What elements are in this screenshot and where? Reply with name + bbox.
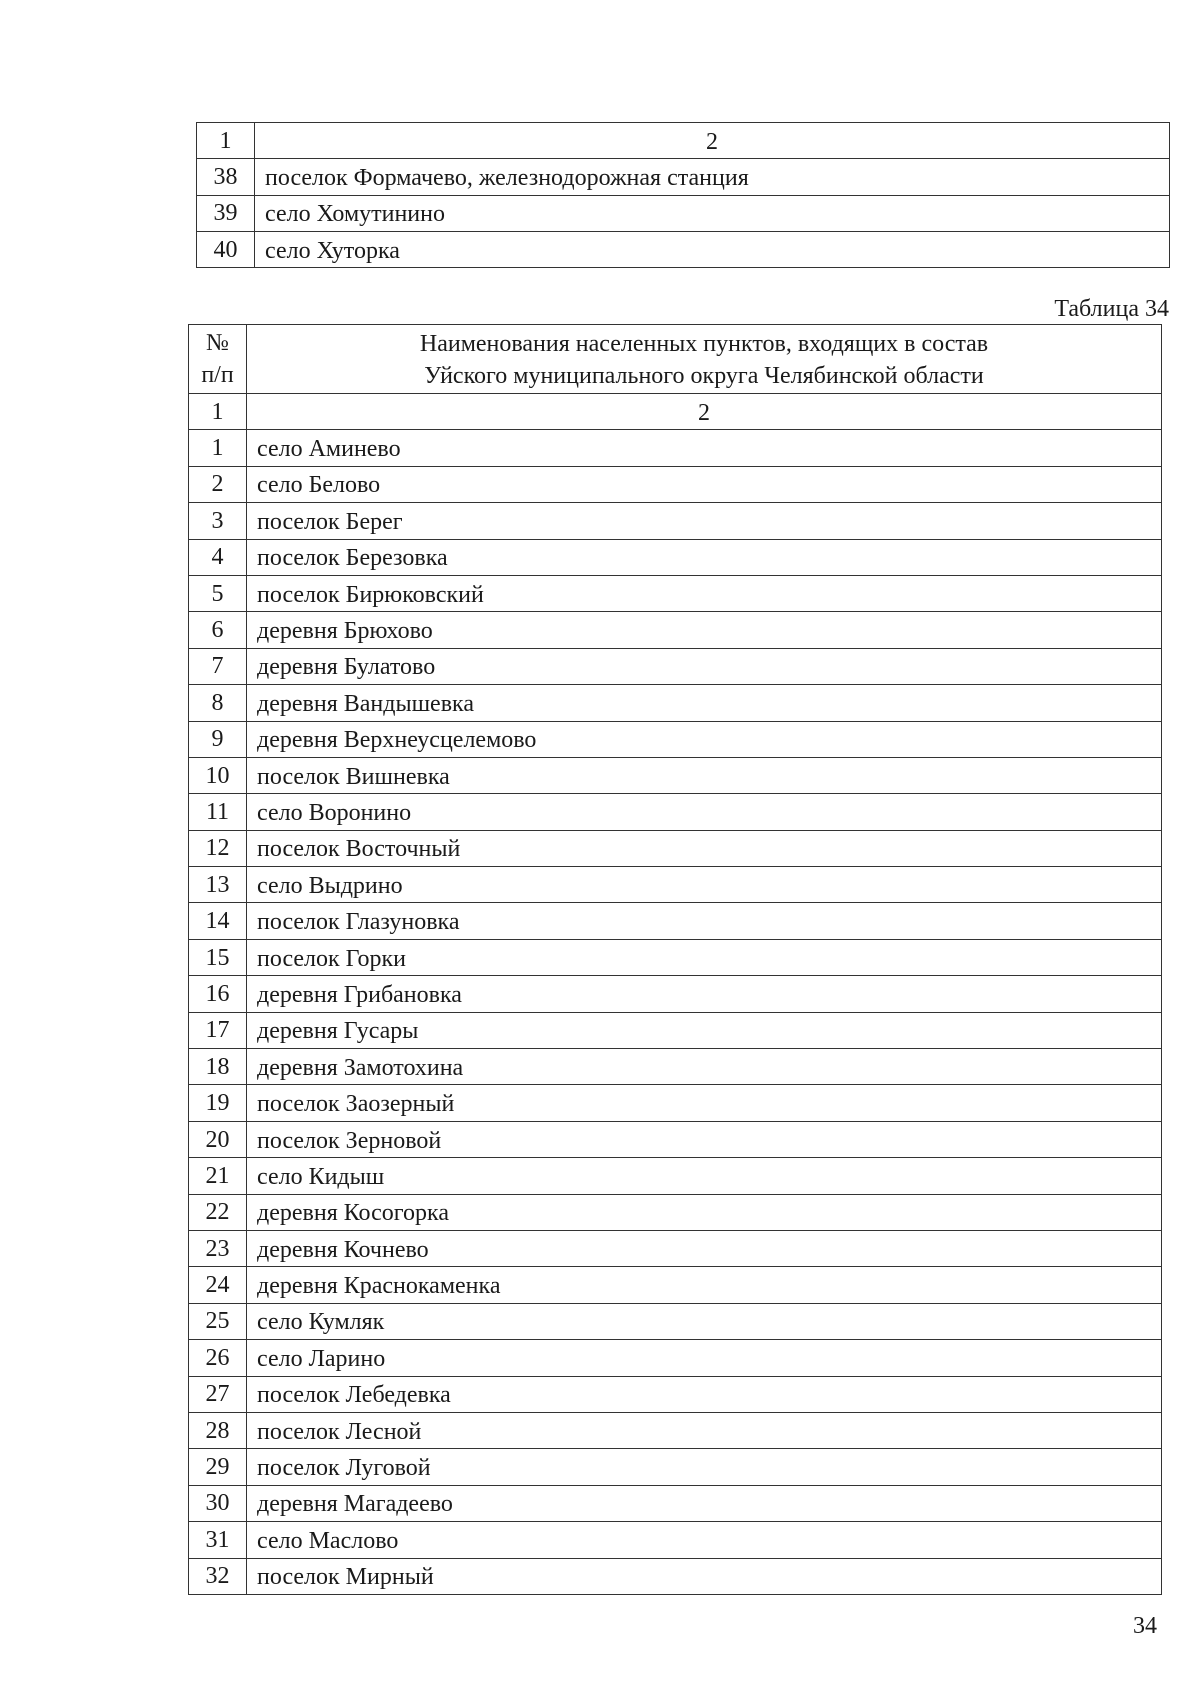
- table-row: [189, 1194, 1162, 1230]
- table-row: [189, 1412, 1162, 1448]
- row-number: 3: [189, 503, 247, 539]
- row-number: 9: [189, 721, 247, 757]
- row-number: 10: [189, 757, 247, 793]
- settlement-name: село Хомутинино: [255, 195, 1170, 231]
- table-row: [189, 1522, 1162, 1558]
- settlement-name: поселок Лесной: [247, 1412, 1162, 1448]
- column-number-row: [189, 394, 1162, 430]
- header-number-symbol: №: [206, 330, 229, 356]
- header-number-abbr: п/п: [201, 362, 234, 388]
- table-row: [189, 976, 1162, 1012]
- table-row: [189, 1267, 1162, 1303]
- settlement-name: село Ларино: [247, 1340, 1162, 1376]
- header-number-cell: [189, 325, 247, 394]
- settlement-name: село Маслово: [247, 1522, 1162, 1558]
- settlement-name: поселок Березовка: [247, 539, 1162, 575]
- table-row: [189, 1303, 1162, 1339]
- column-number-2: 2: [255, 123, 1170, 159]
- table-row: [189, 1558, 1162, 1594]
- settlement-name: поселок Лебедевка: [247, 1376, 1162, 1412]
- settlement-name: поселок Бирюковский: [247, 575, 1162, 611]
- table-row: [189, 867, 1162, 903]
- row-number: 8: [189, 685, 247, 721]
- settlement-name: поселок Луговой: [247, 1449, 1162, 1485]
- table-row: [197, 195, 1170, 231]
- settlement-name: поселок Формачево, железнодорожная станция: [255, 159, 1170, 195]
- settlement-name: деревня Краснокаменка: [247, 1267, 1162, 1303]
- settlement-name: село Хуторка: [255, 231, 1170, 267]
- header-title-cell: [247, 325, 1162, 394]
- row-number: 25: [189, 1303, 247, 1339]
- row-number: 15: [189, 939, 247, 975]
- row-number: 7: [189, 648, 247, 684]
- row-number: 14: [189, 903, 247, 939]
- table-row: [189, 612, 1162, 648]
- header-title-line-1: Наименования населенных пунктов, входящих в состав: [419, 331, 989, 357]
- column-number-2: 2: [247, 394, 1162, 430]
- row-number: 19: [189, 1085, 247, 1121]
- page-number: 34: [1133, 1613, 1157, 1639]
- row-number: 13: [189, 867, 247, 903]
- row-number: 39: [197, 195, 255, 231]
- table-row: [189, 1158, 1162, 1194]
- settlement-name: поселок Вишневка: [247, 757, 1162, 793]
- row-number: 22: [189, 1194, 247, 1230]
- settlement-name: деревня Верхнеусцелемово: [247, 721, 1162, 757]
- settlement-name: поселок Берег: [247, 503, 1162, 539]
- settlement-name: село Аминево: [247, 430, 1162, 466]
- table-row: [189, 466, 1162, 502]
- row-number: 29: [189, 1449, 247, 1485]
- table-row: [189, 648, 1162, 684]
- table-row: [189, 1230, 1162, 1266]
- row-number: 17: [189, 1012, 247, 1048]
- row-number: 24: [189, 1267, 247, 1303]
- row-number: 38: [197, 159, 255, 195]
- row-number: 21: [189, 1158, 247, 1194]
- table-row: [189, 830, 1162, 866]
- row-number: 4: [189, 539, 247, 575]
- table-row: [189, 1121, 1162, 1157]
- table-row: [189, 539, 1162, 575]
- row-number: 18: [189, 1049, 247, 1085]
- settlement-name: село Кумляк: [247, 1303, 1162, 1339]
- settlement-name: поселок Зерновой: [247, 1121, 1162, 1157]
- settlement-name: деревня Брюхово: [247, 612, 1162, 648]
- row-number: 2: [189, 466, 247, 502]
- settlement-name: деревня Магадеево: [247, 1485, 1162, 1521]
- row-number: 16: [189, 976, 247, 1012]
- row-number: 11: [189, 794, 247, 830]
- table-header-row: [189, 325, 1162, 394]
- row-number: 27: [189, 1376, 247, 1412]
- table-row: [189, 685, 1162, 721]
- settlement-name: деревня Косогорка: [247, 1194, 1162, 1230]
- continuation-table: [196, 122, 1170, 268]
- settlement-name: деревня Грибановка: [247, 976, 1162, 1012]
- settlement-name: поселок Глазуновка: [247, 903, 1162, 939]
- row-number: 31: [189, 1522, 247, 1558]
- row-number: 6: [189, 612, 247, 648]
- table-row: [189, 575, 1162, 611]
- row-number: 5: [189, 575, 247, 611]
- settlement-name: деревня Булатово: [247, 648, 1162, 684]
- table-row: [197, 231, 1170, 267]
- settlement-name: село Выдрино: [247, 867, 1162, 903]
- table-row: [197, 159, 1170, 195]
- column-number-row: [197, 123, 1170, 159]
- column-number-1: 1: [189, 394, 247, 430]
- table-row: [189, 503, 1162, 539]
- table-row: [189, 903, 1162, 939]
- table-row: [189, 1376, 1162, 1412]
- table-row: [189, 1449, 1162, 1485]
- row-number: 40: [197, 231, 255, 267]
- row-number: 26: [189, 1340, 247, 1376]
- settlement-name: деревня Замотохина: [247, 1049, 1162, 1085]
- table-row: [189, 1049, 1162, 1085]
- table-caption: Таблица 34: [1054, 296, 1169, 322]
- table-row: [189, 757, 1162, 793]
- table-row: [189, 721, 1162, 757]
- table-row: [189, 430, 1162, 466]
- settlement-name: село Кидыш: [247, 1158, 1162, 1194]
- table-row: [189, 939, 1162, 975]
- settlement-name: деревня Вандышевка: [247, 685, 1162, 721]
- settlement-name: поселок Заозерный: [247, 1085, 1162, 1121]
- row-number: 32: [189, 1558, 247, 1594]
- table-row: [189, 794, 1162, 830]
- settlements-table: [188, 324, 1162, 1595]
- settlement-name: поселок Горки: [247, 939, 1162, 975]
- row-number: 23: [189, 1230, 247, 1266]
- table-row: [189, 1340, 1162, 1376]
- settlement-name: поселок Мирный: [247, 1558, 1162, 1594]
- settlement-name: село Белово: [247, 466, 1162, 502]
- settlement-name: поселок Восточный: [247, 830, 1162, 866]
- settlement-name: село Воронино: [247, 794, 1162, 830]
- row-number: 1: [189, 430, 247, 466]
- column-number-1: 1: [197, 123, 255, 159]
- row-number: 12: [189, 830, 247, 866]
- table-row: [189, 1012, 1162, 1048]
- settlement-name: деревня Кочнево: [247, 1230, 1162, 1266]
- row-number: 20: [189, 1121, 247, 1157]
- row-number: 28: [189, 1412, 247, 1448]
- table-row: [189, 1085, 1162, 1121]
- header-title-line-2: Уйского муниципального округа Челябинской области: [424, 363, 984, 389]
- table-row: [189, 1485, 1162, 1521]
- row-number: 30: [189, 1485, 247, 1521]
- settlement-name: деревня Гусары: [247, 1012, 1162, 1048]
